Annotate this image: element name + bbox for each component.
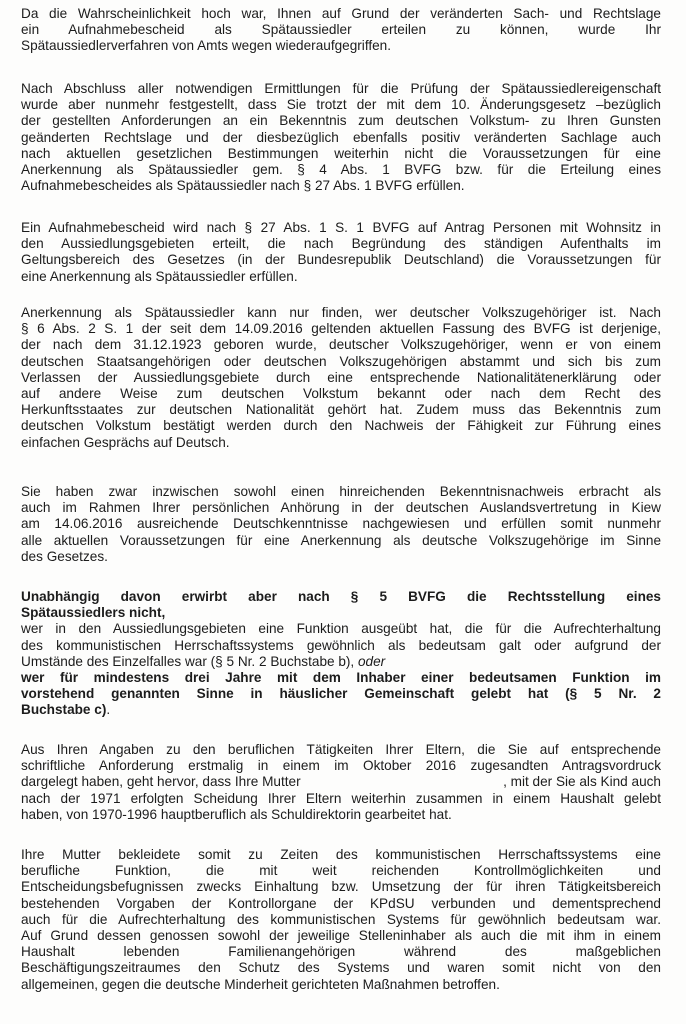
text-line: wurde aber nunmehr festgestellt, dass Sie trotzt der mit dem 10. Änderungsgesetz –bezüglich (21, 97, 661, 113)
paragraph-aufnahmebescheid (21, 220, 661, 285)
italic-word: oder (357, 653, 386, 669)
text-line: Haushalt lebenden Familienangehörigen während des maßgeblichen (21, 944, 661, 960)
text-line: Ein Aufnahmebescheid wird nach § 27 Abs. 1 S. 1 BVFG auf Antrag Personen mit Wohnsitz in (21, 220, 661, 235)
text-line: schriftliche Anforderung erstmalig in einem im Oktober 2016 zugesandten Antragsvordruck (21, 758, 661, 774)
text-line: einfachen Gesprächs auf Deutsch. (21, 434, 230, 450)
text-line: nach der 1971 erfolgten Scheidung Ihrer Eltern weiterhin zusammen in einem Haushalt gelebt (21, 790, 661, 806)
text-line: Anerkennung als Spätaussiedler gem. § 4 Abs. 1 BVFG bzw. für die Erteilung eines (21, 162, 661, 178)
bold-text-line: Spätaussiedlers nicht, (21, 605, 166, 621)
text-line: Nach Abschluss aller notwendigen Ermittlungen für die Prüfung der Spätaussiedlereigenschaft (21, 81, 661, 96)
redacted-name-blank (322, 774, 482, 790)
text-line: Entscheidungsbefugnissen zwecks Einhaltung bzw. Umsetzung der für ihren Tätigkeitsbereich (21, 879, 661, 895)
text-line: Aufnahmebescheides als Spätaussiedler nach § 27 Abs. 1 BVFG erfüllen. (21, 178, 465, 194)
text-line: Da die Wahrscheinlichkeit hoch war, Ihnen auf Grund der veränderten Sach- und Rechtslage (21, 6, 661, 21)
text-fragment: dargelegt haben, geht hervor, dass Ihre Mutter (21, 774, 301, 790)
text-line: am 14.06.2016 ausreichende Deutschkenntnisse nachgewiesen und erfüllen somit nunmehr (21, 516, 661, 532)
text-line: § 6 Abs. 2 S. 1 der seit dem 14.09.2016 geltenden aktuellen Fassung des BVFG ist derjenige, (21, 321, 661, 337)
paragraph-funktion-mutter (21, 847, 661, 993)
paragraph-reopening (21, 6, 661, 55)
text-line: Herkunftsstaates zur deutschen Nationalität gehört hat. Zudem muss das Bekenntnis zum (21, 402, 661, 418)
text-fragment: , mit der Sie als Kind auch (503, 774, 661, 790)
text-line: geänderten Rechtslage und der diesbezüglich ebenfalls positiv veränderten Sachlage auch (21, 129, 661, 145)
text-line: ein Aufnahmebescheid als Spätaussiedler erteilen zu können, wurde Ihr (21, 22, 661, 38)
text-fragment: . (106, 702, 111, 718)
text-line: Beschäftigungszeitraumes den Schutz des Systems und waren somit nicht von den (21, 960, 661, 976)
text-line: bestehenden Vorgaben der Kontrollorgane der KPdSU verbunden und dementsprechend (21, 895, 661, 911)
text-line: Anerkennung als Spätaussiedler kann nur finden, wer deutscher Volkszugehöriger ist. Nach (21, 305, 661, 320)
paragraph-nachweis (21, 484, 661, 565)
paragraph-findings (21, 81, 661, 194)
text-line: Auf Grund dessen genossen sowohl der jeweilige Stelleninhaber als auch die mit ihm in einem (21, 928, 661, 944)
text-line: auch im Rahmen Ihrer persönlichen Anhörung in der deutschen Auslandsvertretung in Kiew (21, 500, 661, 516)
text-line: Aus Ihren Angaben zu den beruflichen Tätigkeiten Ihrer Eltern, die Sie auf entsprechende (21, 742, 661, 757)
text-line: auf andere Weise zum deutschen Volkstum bekannt oder nach dem Recht des (21, 386, 661, 402)
text-line: nach aktuellen gesetzlichen Bestimmungen weiterhin nicht die Voraussetzungen für eine (21, 145, 661, 161)
text-line (21, 654, 661, 670)
text-line (21, 702, 661, 718)
text-line: berufliche Funktion, die mit weit reichenden Kontrollmöglichkeiten und (21, 863, 661, 879)
text-line: eine Anerkennung als Spätaussiedler erfüllen. (21, 268, 298, 284)
text-line: alle aktuellen Voraussetzungen für eine Anerkennung als deutsche Volkszugehörige im Sinne (21, 532, 661, 548)
text-line: allgemeinen, gegen die deutsche Minderheit gerichteten Maßnahmen betroffen. (21, 976, 500, 992)
text-line: Ihre Mutter bekleidete somit zu Zeiten des kommunistischen Herrschaftssystems eine (21, 847, 661, 862)
bold-text-line: vorstehend genannten Sinne in häuslicher Gemeinschaft gelebt hat (§ 5 Nr. 2 (21, 686, 661, 702)
text-line: haben, von 1970-1996 hauptberuflich als Schuldirektorin gearbeitet hat. (21, 806, 452, 822)
paragraph-volkszugehoerigkeit (21, 305, 661, 451)
paragraph-angaben-eltern (21, 742, 661, 823)
text-line: der nach dem 31.12.1923 geboren wurde, deutscher Volkszugehöriger, wenn er von einem (21, 337, 661, 353)
text-line (21, 774, 661, 790)
bold-text-line: wer für mindestens drei Jahre mit dem Inhaber einer bedeutsamen Funktion im (21, 670, 661, 686)
text-line: der gestellten Anforderungen an ein Bekenntnis zum deutschen Volkstum- zu Ihren Gunsten (21, 113, 661, 129)
text-line: deutschen Volkstum bestätigt werden durch den Nachweis der Fähigkeit zur Führung eines (21, 418, 661, 434)
paragraph-paragraph5-bvfg (21, 589, 661, 719)
text-line: Spätaussiedlerverfahren von Amts wegen wiederaufgegriffen. (21, 38, 392, 54)
bold-text-line: Unabhängig davon erwirbt aber nach § 5 BVFG die Rechtsstellung eines (21, 589, 661, 604)
text-line: deutschen Staatsangehörigen oder deutschen Volkszugehörigen abstammt und sich bis zum (21, 353, 661, 369)
text-line: Sie haben zwar inzwischen sowohl einen hinreichenden Bekenntnisnachweis erbracht als (21, 484, 661, 499)
text-line: Geltungsbereich des Gesetzes (in der Bundesrepublik Deutschland) die Voraussetzungen für (21, 252, 661, 268)
text-line: des kommunistischen Herrschaftssystems gewöhnlich als bedeutsam galt oder aufgrund der (21, 637, 661, 653)
text-line: den Aussiedlungsgebieten erteilt, die nach Begründung des ständigen Aufenthalts im (21, 236, 661, 252)
text-line: Verlassen der Aussiedlungsgebiete durch eine entsprechende Nationalitätenerklärung oder (21, 369, 661, 385)
text-fragment: Umstände des Einzelfalles war (§ 5 Nr. 2 Buchstabe b), (21, 653, 358, 669)
text-line: wer in den Aussiedlungsgebieten eine Funktion ausgeübt hat, die für die Aufrechterhaltung (21, 621, 661, 637)
bold-fragment: Buchstabe c) (21, 702, 107, 718)
text-line: auch für die Aufrechterhaltung des kommunistischen Systems für gewöhnlich bedeutsam war. (21, 911, 661, 927)
text-line: des Gesetzes. (21, 548, 108, 564)
